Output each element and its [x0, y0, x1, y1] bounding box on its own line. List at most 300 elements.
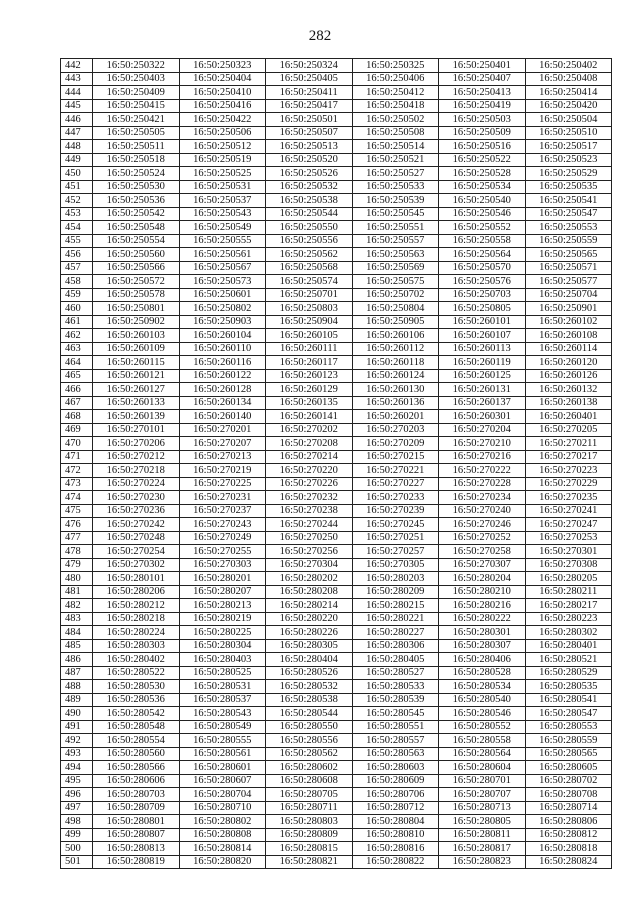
- cadastral-number-cell: 16:50:260301: [439, 410, 526, 424]
- cadastral-number-cell: 16:50:280709: [93, 801, 180, 815]
- cadastral-number-cell: 16:50:250804: [352, 302, 439, 316]
- row-number-cell: 493: [61, 747, 93, 761]
- cadastral-number-cell: 16:50:270221: [352, 464, 439, 478]
- cadastral-number-cell: 16:50:260401: [525, 410, 612, 424]
- cadastral-number-cell: 16:50:280705: [266, 788, 353, 802]
- row-number-cell: 489: [61, 693, 93, 707]
- row-number-cell: 473: [61, 477, 93, 491]
- cadastral-number-cell: 16:50:280227: [352, 626, 439, 640]
- cadastral-number-cell: 16:50:280525: [179, 666, 266, 680]
- row-number-cell: 498: [61, 815, 93, 829]
- cadastral-number-cell: 16:50:260109: [93, 342, 180, 356]
- cadastral-number-cell: 16:50:250534: [439, 180, 526, 194]
- cadastral-number-cell: 16:50:250569: [352, 261, 439, 275]
- cadastral-number-cell: 16:50:250407: [439, 72, 526, 86]
- row-number-cell: 501: [61, 855, 93, 869]
- cadastral-number-cell: 16:50:280535: [525, 680, 612, 694]
- table-row: [61, 180, 612, 194]
- cadastral-number-cell: 16:50:270258: [439, 545, 526, 559]
- cadastral-number-cell: 16:50:280816: [352, 842, 439, 856]
- cadastral-number-cell: 16:50:280707: [439, 788, 526, 802]
- cadastral-number-cell: 16:50:280712: [352, 801, 439, 815]
- row-number-cell: 445: [61, 99, 93, 113]
- cadastral-number-cell: 16:50:280222: [439, 612, 526, 626]
- table-row: [61, 86, 612, 100]
- cadastral-number-cell: 16:50:250529: [525, 167, 612, 181]
- cadastral-number-cell: 16:50:270209: [352, 437, 439, 451]
- table-row: [61, 815, 612, 829]
- cadastral-number-cell: 16:50:280531: [179, 680, 266, 694]
- cadastral-number-cell: 16:50:280542: [93, 707, 180, 721]
- cadastral-number-cell: 16:50:280522: [93, 666, 180, 680]
- cadastral-number-cell: 16:50:280201: [179, 572, 266, 586]
- row-number-cell: 457: [61, 261, 93, 275]
- cadastral-number-cell: 16:50:280533: [352, 680, 439, 694]
- cadastral-number-cell: 16:50:260132: [525, 383, 612, 397]
- cadastral-number-cell: 16:50:250509: [439, 126, 526, 140]
- row-number-cell: 483: [61, 612, 93, 626]
- table-row: [61, 680, 612, 694]
- cadastral-number-cell: 16:50:280804: [352, 815, 439, 829]
- cadastral-number-cell: 16:50:280216: [439, 599, 526, 613]
- cadastral-number-cell: 16:50:250513: [266, 140, 353, 154]
- cadastral-number-cell: 16:50:280601: [179, 761, 266, 775]
- row-number-cell: 467: [61, 396, 93, 410]
- table-row: [61, 99, 612, 113]
- cadastral-number-cell: 16:50:280212: [93, 599, 180, 613]
- cadastral-number-cell: 16:50:270252: [439, 531, 526, 545]
- cadastral-number-cell: 16:50:270303: [179, 558, 266, 572]
- cadastral-number-cell: 16:50:270254: [93, 545, 180, 559]
- cadastral-number-cell: 16:50:280540: [439, 693, 526, 707]
- cadastral-number-cell: 16:50:280813: [93, 842, 180, 856]
- cadastral-number-cell: 16:50:250555: [179, 234, 266, 248]
- cadastral-number-cell: 16:50:250522: [439, 153, 526, 167]
- table-row: [61, 356, 612, 370]
- cadastral-number-cell: 16:50:270301: [525, 545, 612, 559]
- cadastral-number-cell: 16:50:280810: [352, 828, 439, 842]
- cadastral-number-cell: 16:50:270245: [352, 518, 439, 532]
- cadastral-number-cell: 16:50:250412: [352, 86, 439, 100]
- cadastral-number-cell: 16:50:250553: [525, 221, 612, 235]
- table-row: [61, 464, 612, 478]
- cadastral-number-cell: 16:50:250516: [439, 140, 526, 154]
- row-number-cell: 465: [61, 369, 93, 383]
- cadastral-number-cell: 16:50:280703: [93, 788, 180, 802]
- cadastral-numbers-table: [60, 58, 612, 869]
- table-row: [61, 545, 612, 559]
- cadastral-number-cell: 16:50:270250: [266, 531, 353, 545]
- cadastral-number-cell: 16:50:250568: [266, 261, 353, 275]
- cadastral-number-cell: 16:50:250403: [93, 72, 180, 86]
- cadastral-number-cell: 16:50:280812: [525, 828, 612, 842]
- table-row: [61, 126, 612, 140]
- cadastral-number-cell: 16:50:250507: [266, 126, 353, 140]
- cadastral-number-cell: 16:50:250408: [525, 72, 612, 86]
- cadastral-number-cell: 16:50:250518: [93, 153, 180, 167]
- cadastral-number-cell: 16:50:250562: [266, 248, 353, 262]
- cadastral-number-cell: 16:50:250519: [179, 153, 266, 167]
- row-number-cell: 482: [61, 599, 93, 613]
- cadastral-number-cell: 16:50:260114: [525, 342, 612, 356]
- table-row: [61, 72, 612, 86]
- cadastral-number-cell: 16:50:250574: [266, 275, 353, 289]
- table-row: [61, 410, 612, 424]
- cadastral-number-cell: 16:50:250523: [525, 153, 612, 167]
- cadastral-number-cell: 16:50:260140: [179, 410, 266, 424]
- cadastral-number-cell: 16:50:270232: [266, 491, 353, 505]
- cadastral-number-cell: 16:50:250701: [266, 288, 353, 302]
- cadastral-number-cell: 16:50:270233: [352, 491, 439, 505]
- cadastral-number-cell: 16:50:280708: [525, 788, 612, 802]
- table-row: [61, 639, 612, 653]
- cadastral-number-cell: 16:50:280203: [352, 572, 439, 586]
- cadastral-number-cell: 16:50:280714: [525, 801, 612, 815]
- cadastral-number-cell: 16:50:280205: [525, 572, 612, 586]
- cadastral-number-cell: 16:50:270256: [266, 545, 353, 559]
- cadastral-number-cell: 16:50:280403: [179, 653, 266, 667]
- table-row: [61, 693, 612, 707]
- cadastral-number-cell: 16:50:250419: [439, 99, 526, 113]
- cadastral-number-cell: 16:50:280566: [93, 761, 180, 775]
- cadastral-number-cell: 16:50:280706: [352, 788, 439, 802]
- cadastral-number-cell: 16:50:280406: [439, 653, 526, 667]
- cadastral-number-cell: 16:50:270213: [179, 450, 266, 464]
- cadastral-number-cell: 16:50:280534: [439, 680, 526, 694]
- cadastral-number-cell: 16:50:260101: [439, 315, 526, 329]
- cadastral-number-cell: 16:50:280303: [93, 639, 180, 653]
- cadastral-number-cell: 16:50:270248: [93, 531, 180, 545]
- cadastral-number-cell: 16:50:250324: [266, 59, 353, 73]
- cadastral-number-cell: 16:50:250411: [266, 86, 353, 100]
- cadastral-number-cell: 16:50:250512: [179, 140, 266, 154]
- cadastral-number-cell: 16:50:250325: [352, 59, 439, 73]
- cadastral-number-cell: 16:50:250558: [439, 234, 526, 248]
- cadastral-number-cell: 16:50:250540: [439, 194, 526, 208]
- cadastral-number-cell: 16:50:280818: [525, 842, 612, 856]
- row-number-cell: 497: [61, 801, 93, 815]
- cadastral-number-cell: 16:50:260105: [266, 329, 353, 343]
- cadastral-number-cell: 16:50:250566: [93, 261, 180, 275]
- cadastral-number-cell: 16:50:280543: [179, 707, 266, 721]
- cadastral-number-cell: 16:50:260116: [179, 356, 266, 370]
- cadastral-number-cell: 16:50:250409: [93, 86, 180, 100]
- cadastral-number-cell: 16:50:260118: [352, 356, 439, 370]
- table-row: [61, 666, 612, 680]
- cadastral-number-cell: 16:50:250533: [352, 180, 439, 194]
- cadastral-number-cell: 16:50:250544: [266, 207, 353, 221]
- cadastral-number-cell: 16:50:280548: [93, 720, 180, 734]
- cadastral-number-cell: 16:50:280301: [439, 626, 526, 640]
- cadastral-number-cell: 16:50:260133: [93, 396, 180, 410]
- row-number-cell: 491: [61, 720, 93, 734]
- cadastral-number-cell: 16:50:250548: [93, 221, 180, 235]
- page-number: 282: [308, 28, 332, 44]
- cadastral-number-cell: 16:50:270223: [525, 464, 612, 478]
- row-number-cell: 495: [61, 774, 93, 788]
- cadastral-number-cell: 16:50:270218: [93, 464, 180, 478]
- cadastral-number-cell: 16:50:260110: [179, 342, 266, 356]
- cadastral-number-cell: 16:50:280547: [525, 707, 612, 721]
- row-number-cell: 490: [61, 707, 93, 721]
- row-number-cell: 484: [61, 626, 93, 640]
- cadastral-number-cell: 16:50:250902: [93, 315, 180, 329]
- cadastral-number-cell: 16:50:270239: [352, 504, 439, 518]
- cadastral-number-cell: 16:50:280608: [266, 774, 353, 788]
- table-row: [61, 113, 612, 127]
- cadastral-number-cell: 16:50:250541: [525, 194, 612, 208]
- cadastral-number-cell: 16:50:280539: [352, 693, 439, 707]
- cadastral-number-cell: 16:50:270204: [439, 423, 526, 437]
- cadastral-number-cell: 16:50:280803: [266, 815, 353, 829]
- table-row: [61, 315, 612, 329]
- cadastral-number-cell: 16:50:280817: [439, 842, 526, 856]
- cadastral-number-cell: 16:50:260106: [352, 329, 439, 343]
- cadastral-number-cell: 16:50:250514: [352, 140, 439, 154]
- table-row: [61, 140, 612, 154]
- cadastral-number-cell: 16:50:270302: [93, 558, 180, 572]
- cadastral-number-cell: 16:50:270201: [179, 423, 266, 437]
- cadastral-number-cell: 16:50:260137: [439, 396, 526, 410]
- cadastral-number-cell: 16:50:250405: [266, 72, 353, 86]
- cadastral-number-cell: 16:50:250576: [439, 275, 526, 289]
- table-row: [61, 207, 612, 221]
- cadastral-number-cell: 16:50:280815: [266, 842, 353, 856]
- table-row: [61, 396, 612, 410]
- table-row: [61, 477, 612, 491]
- table-row: [61, 585, 612, 599]
- cadastral-number-cell: 16:50:250502: [352, 113, 439, 127]
- cadastral-number-cell: 16:50:280304: [179, 639, 266, 653]
- cadastral-number-cell: 16:50:280537: [179, 693, 266, 707]
- cadastral-number-cell: 16:50:250564: [439, 248, 526, 262]
- cadastral-number-cell: 16:50:260123: [266, 369, 353, 383]
- cadastral-number-cell: 16:50:250802: [179, 302, 266, 316]
- cadastral-number-cell: 16:50:280226: [266, 626, 353, 640]
- table-row: [61, 221, 612, 235]
- cadastral-number-cell: 16:50:280824: [525, 855, 612, 869]
- cadastral-number-cell: 16:50:270215: [352, 450, 439, 464]
- cadastral-number-cell: 16:50:280701: [439, 774, 526, 788]
- cadastral-number-cell: 16:50:250538: [266, 194, 353, 208]
- cadastral-number-cell: 16:50:280527: [352, 666, 439, 680]
- cadastral-number-cell: 16:50:280702: [525, 774, 612, 788]
- table-row: [61, 491, 612, 505]
- cadastral-number-cell: 16:50:260108: [525, 329, 612, 343]
- cadastral-number-cell: 16:50:280822: [352, 855, 439, 869]
- cadastral-number-cell: 16:50:280563: [352, 747, 439, 761]
- cadastral-number-cell: 16:50:280545: [352, 707, 439, 721]
- cadastral-number-cell: 16:50:250572: [93, 275, 180, 289]
- cadastral-number-cell: 16:50:270253: [525, 531, 612, 545]
- table-row: [61, 531, 612, 545]
- cadastral-number-cell: 16:50:280225: [179, 626, 266, 640]
- cadastral-number-cell: 16:50:270226: [266, 477, 353, 491]
- cadastral-number-cell: 16:50:260138: [525, 396, 612, 410]
- cadastral-number-cell: 16:50:260117: [266, 356, 353, 370]
- cadastral-number-cell: 16:50:250539: [352, 194, 439, 208]
- cadastral-number-cell: 16:50:280565: [525, 747, 612, 761]
- row-number-cell: 474: [61, 491, 93, 505]
- cadastral-number-cell: 16:50:270229: [525, 477, 612, 491]
- row-number-cell: 479: [61, 558, 93, 572]
- table-row: [61, 369, 612, 383]
- cadastral-number-cell: 16:50:250559: [525, 234, 612, 248]
- table-row: [61, 194, 612, 208]
- cadastral-number-cell: 16:50:280532: [266, 680, 353, 694]
- cadastral-number-cell: 16:50:270207: [179, 437, 266, 451]
- cadastral-number-cell: 16:50:280305: [266, 639, 353, 653]
- cadastral-number-cell: 16:50:270237: [179, 504, 266, 518]
- table-row: [61, 383, 612, 397]
- cadastral-number-cell: 16:50:270246: [439, 518, 526, 532]
- cadastral-number-cell: 16:50:280538: [266, 693, 353, 707]
- cadastral-number-cell: 16:50:260124: [352, 369, 439, 383]
- row-number-cell: 496: [61, 788, 93, 802]
- cadastral-number-cell: 16:50:250526: [266, 167, 353, 181]
- row-number-cell: 450: [61, 167, 93, 181]
- cadastral-number-cell: 16:50:280404: [266, 653, 353, 667]
- row-number-cell: 458: [61, 275, 93, 289]
- cadastral-number-cell: 16:50:250537: [179, 194, 266, 208]
- row-number-cell: 488: [61, 680, 93, 694]
- table-row: [61, 599, 612, 613]
- cadastral-number-cell: 16:50:280710: [179, 801, 266, 815]
- cadastral-number-cell: 16:50:260126: [525, 369, 612, 383]
- row-number-cell: 476: [61, 518, 93, 532]
- cadastral-number-cell: 16:50:270305: [352, 558, 439, 572]
- row-number-cell: 449: [61, 153, 93, 167]
- table-row: [61, 437, 612, 451]
- cadastral-number-cell: 16:50:250557: [352, 234, 439, 248]
- cadastral-number-cell: 16:50:250563: [352, 248, 439, 262]
- cadastral-number-cell: 16:50:280218: [93, 612, 180, 626]
- table-row: [61, 329, 612, 343]
- cadastral-number-cell: 16:50:280603: [352, 761, 439, 775]
- cadastral-number-cell: 16:50:270222: [439, 464, 526, 478]
- cadastral-number-cell: 16:50:280215: [352, 599, 439, 613]
- cadastral-number-cell: 16:50:250551: [352, 221, 439, 235]
- table-row: [61, 828, 612, 842]
- cadastral-number-cell: 16:50:270255: [179, 545, 266, 559]
- cadastral-number-cell: 16:50:280209: [352, 585, 439, 599]
- row-number-cell: 470: [61, 437, 93, 451]
- table-row: [61, 234, 612, 248]
- cadastral-number-cell: 16:50:280206: [93, 585, 180, 599]
- table-row: [61, 153, 612, 167]
- cadastral-number-cell: 16:50:250904: [266, 315, 353, 329]
- cadastral-number-cell: 16:50:260135: [266, 396, 353, 410]
- table-body: [61, 59, 612, 869]
- cadastral-number-cell: 16:50:270212: [93, 450, 180, 464]
- cadastral-number-cell: 16:50:250517: [525, 140, 612, 154]
- cadastral-number-cell: 16:50:260104: [179, 329, 266, 343]
- cadastral-number-cell: 16:50:280551: [352, 720, 439, 734]
- cadastral-number-cell: 16:50:250542: [93, 207, 180, 221]
- cadastral-number-cell: 16:50:270230: [93, 491, 180, 505]
- row-number-cell: 472: [61, 464, 93, 478]
- cadastral-number-cell: 16:50:250803: [266, 302, 353, 316]
- cadastral-number-cell: 16:50:270243: [179, 518, 266, 532]
- cadastral-number-cell: 16:50:280821: [266, 855, 353, 869]
- cadastral-number-cell: 16:50:270249: [179, 531, 266, 545]
- table-row: [61, 261, 612, 275]
- cadastral-number-cell: 16:50:280556: [266, 734, 353, 748]
- table-row: [61, 342, 612, 356]
- table-row: [61, 761, 612, 775]
- cadastral-number-cell: 16:50:280101: [93, 572, 180, 586]
- cadastral-number-cell: 16:50:250504: [525, 113, 612, 127]
- cadastral-number-cell: 16:50:280809: [266, 828, 353, 842]
- cadastral-number-cell: 16:50:250801: [93, 302, 180, 316]
- cadastral-number-cell: 16:50:270225: [179, 477, 266, 491]
- cadastral-number-cell: 16:50:250704: [525, 288, 612, 302]
- cadastral-number-cell: 16:50:280302: [525, 626, 612, 640]
- cadastral-number-cell: 16:50:250528: [439, 167, 526, 181]
- cadastral-number-cell: 16:50:250406: [352, 72, 439, 86]
- table-row: [61, 720, 612, 734]
- table-row: [61, 302, 612, 316]
- cadastral-number-cell: 16:50:270236: [93, 504, 180, 518]
- cadastral-number-cell: 16:50:280221: [352, 612, 439, 626]
- cadastral-number-cell: 16:50:270224: [93, 477, 180, 491]
- row-number-cell: 487: [61, 666, 93, 680]
- cadastral-number-cell: 16:50:260139: [93, 410, 180, 424]
- cadastral-number-cell: 16:50:280555: [179, 734, 266, 748]
- cadastral-number-cell: 16:50:250536: [93, 194, 180, 208]
- cadastral-number-cell: 16:50:280808: [179, 828, 266, 842]
- cadastral-number-cell: 16:50:250402: [525, 59, 612, 73]
- cadastral-number-cell: 16:50:260131: [439, 383, 526, 397]
- cadastral-number-cell: 16:50:270251: [352, 531, 439, 545]
- cadastral-number-cell: 16:50:250413: [439, 86, 526, 100]
- cadastral-number-cell: 16:50:280521: [525, 653, 612, 667]
- cadastral-number-cell: 16:50:280559: [525, 734, 612, 748]
- cadastral-number-cell: 16:50:270304: [266, 558, 353, 572]
- cadastral-number-cell: 16:50:260122: [179, 369, 266, 383]
- cadastral-number-cell: 16:50:280553: [525, 720, 612, 734]
- row-number-cell: 468: [61, 410, 93, 424]
- row-number-cell: 453: [61, 207, 93, 221]
- cadastral-number-cell: 16:50:280220: [266, 612, 353, 626]
- cadastral-number-cell: 16:50:250524: [93, 167, 180, 181]
- cadastral-number-cell: 16:50:280219: [179, 612, 266, 626]
- cadastral-number-cell: 16:50:250805: [439, 302, 526, 316]
- cadastral-number-cell: 16:50:280552: [439, 720, 526, 734]
- cadastral-number-cell: 16:50:250401: [439, 59, 526, 73]
- table-row: [61, 612, 612, 626]
- cadastral-number-cell: 16:50:280208: [266, 585, 353, 599]
- cadastral-number-cell: 16:50:280405: [352, 653, 439, 667]
- cadastral-number-cell: 16:50:260103: [93, 329, 180, 343]
- cadastral-number-cell: 16:50:260102: [525, 315, 612, 329]
- cadastral-number-cell: 16:50:250525: [179, 167, 266, 181]
- cadastral-number-cell: 16:50:270211: [525, 437, 612, 451]
- cadastral-number-cell: 16:50:270214: [266, 450, 353, 464]
- cadastral-number-cell: 16:50:260130: [352, 383, 439, 397]
- cadastral-number-cell: 16:50:280607: [179, 774, 266, 788]
- cadastral-number-cell: 16:50:250571: [525, 261, 612, 275]
- cadastral-number-cell: 16:50:280602: [266, 761, 353, 775]
- cadastral-number-cell: 16:50:250549: [179, 221, 266, 235]
- row-number-cell: 443: [61, 72, 93, 86]
- cadastral-number-cell: 16:50:250421: [93, 113, 180, 127]
- cadastral-number-cell: 16:50:280606: [93, 774, 180, 788]
- cadastral-number-cell: 16:50:280530: [93, 680, 180, 694]
- table-row: [61, 518, 612, 532]
- row-number-cell: 442: [61, 59, 93, 73]
- cadastral-number-cell: 16:50:260107: [439, 329, 526, 343]
